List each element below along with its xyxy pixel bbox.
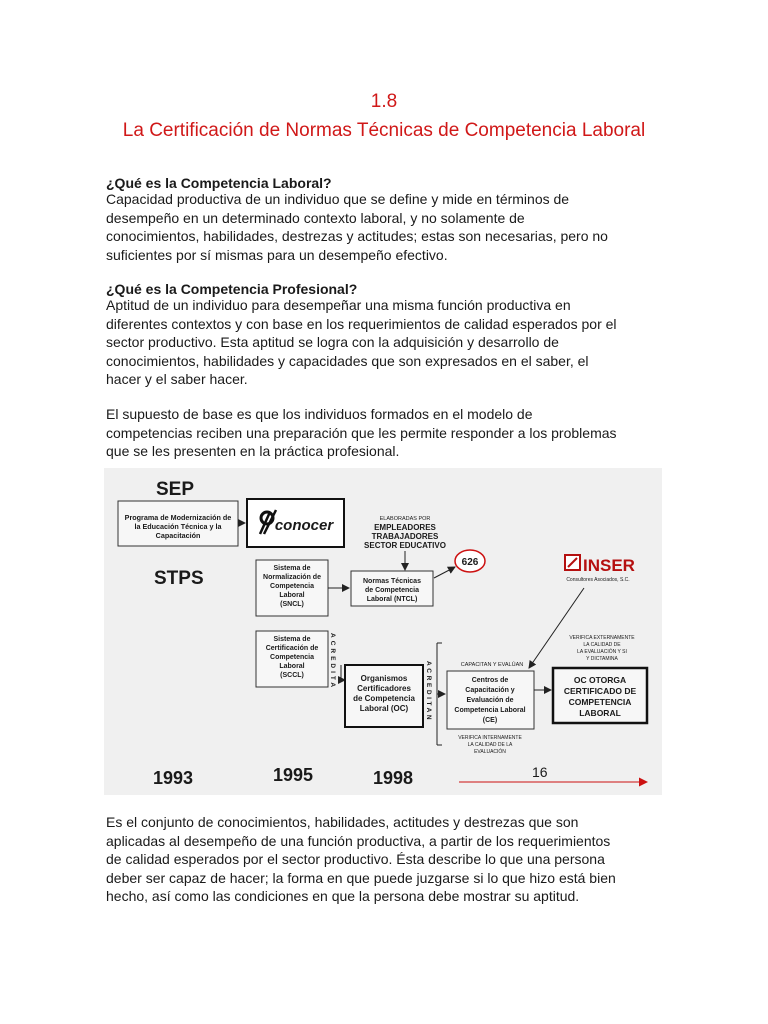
verifica-int-line: LA CALIDAD DE LA: [467, 742, 513, 748]
sncl-line: (SNCL): [280, 601, 304, 608]
paragraph-competencia-profesional: [106, 296, 671, 389]
ce-line: Evaluación de: [466, 697, 514, 704]
page-title: La Certificación de Normas Técnicas de Competencia Laboral: [122, 120, 646, 141]
conocer-logo-text: conocer: [274, 517, 334, 534]
stps-label: STPS: [154, 568, 204, 589]
text-line: aplicadas al desempeño de una función productiva, a partir de los requerimientos: [106, 832, 611, 849]
oc-otorga-line: OC OTORGA: [573, 675, 627, 685]
text-line: hacer y el saber hacer.: [106, 371, 248, 387]
ntcl-count: 626: [461, 557, 479, 568]
year-1998: 1998: [373, 768, 414, 788]
oc-line: de Competencia: [353, 694, 415, 703]
verifica-ext-line: LA CALIDAD DE: [583, 642, 621, 648]
ce-line: (CE): [482, 717, 498, 724]
sccl-line: Sistema de: [273, 636, 311, 643]
inser-logo: [565, 555, 580, 570]
ce-line: Capacitación y: [465, 687, 515, 694]
text-line: Aptitud de un individuo para desempeñar una misma función productiva en: [106, 297, 571, 313]
oc-otorga-line: COMPETENCIA: [568, 697, 632, 707]
sncl-line: Competencia: [270, 583, 314, 590]
verifica-int-line: EVALUACIÓN: [474, 749, 506, 755]
text-line: que se les presenten en la práctica profesional.: [106, 443, 400, 459]
oc-line: Laboral (OC): [359, 704, 409, 713]
oc-line: Certificadores: [357, 684, 411, 693]
sccl-line: Competencia: [270, 654, 314, 661]
question-competencia-profesional: ¿Qué es la Competencia Profesional?: [106, 281, 358, 297]
verifica-int-line: VERIFICA INTERNAMENTE: [458, 735, 522, 741]
ntcl-line: de Competencia: [364, 587, 420, 594]
oc-otorga-line: CERTIFICADO DE: [563, 686, 637, 696]
text-line: Capacidad productiva de un individuo que se define y mide en términos de: [106, 191, 570, 207]
inser-subtitle: Consultores Asociados, S.C.: [566, 577, 630, 583]
verifica-ext-line: Y DICTAMINA: [586, 656, 618, 662]
elaboradas-item: EMPLEADORES: [374, 523, 436, 532]
inser-logo-text: INSER: [583, 556, 635, 575]
text-line: suficientes por sí mismas para un desempeño efectivo.: [106, 246, 448, 263]
programa-line: Programa de Modernización de: [124, 513, 232, 522]
sep-label: SEP: [156, 479, 195, 500]
sccl-line: Certificación de: [265, 645, 319, 652]
programa-line: la Educación Técnica y la: [134, 522, 222, 531]
year-1995: 1995: [273, 765, 314, 785]
text-line: desempeño en un determinado contexto laboral, y no solamente de: [106, 209, 525, 226]
acredita-label: ACREDITA: [329, 633, 336, 691]
sncl-line: Laboral: [279, 592, 305, 599]
verifica-ext-line: LA EVALUACIÓN Y SI: [577, 649, 627, 655]
programa-line: Capacitación: [155, 531, 201, 540]
paragraph-competencia-laboral: [106, 190, 671, 264]
certification-diagram: [104, 468, 662, 795]
oc-otorga-line: LABORAL: [579, 708, 621, 718]
text-line: sector productivo. Esta aptitud se logra con la adquisición y desarrollo de: [106, 334, 559, 350]
year-1993: 1993: [153, 768, 194, 788]
paragraph-conjunto: [106, 813, 671, 906]
oc-line: Organismos: [360, 674, 408, 683]
ce-line: Centros de: [471, 677, 509, 684]
elaboradas-item: SECTOR EDUCATIVO: [364, 541, 446, 550]
sccl-line: Laboral: [279, 663, 305, 670]
diagram-page-number: 16: [532, 764, 548, 780]
ntcl-line: Normas Técnicas: [363, 578, 421, 585]
text-line: hecho, así como las condiciones en que la persona debe mostrar su aptitud.: [106, 888, 580, 904]
elaboradas-item: TRABAJADORES: [371, 532, 439, 541]
elaboradas-por-label: ELABORADAS POR: [379, 516, 431, 522]
text-line: de calidad esperados por el sector productivo. Ésta describe lo que una persona: [106, 851, 605, 867]
verifica-ext-line: VERIFICA EXTERNAMENTE: [569, 635, 635, 641]
text-line: El supuesto de base es que los individuos formados en el modelo de: [106, 406, 533, 422]
text-line: deber ser capaz de hacer; la forma en que puede juzgarse si lo que hizo está bien: [106, 869, 616, 886]
ce-line: Competencia Laboral: [454, 707, 526, 714]
text-line: conocimientos, habilidades, destrezas y actitudes; estas son necesarias, pero no: [106, 228, 608, 244]
acreditan-label: ACREDITAN: [425, 661, 432, 723]
capacitan-label: CAPACITAN Y EVALÚAN: [460, 662, 524, 668]
text-line: Es el conjunto de conocimientos, habilidades, actitudes y destrezas que son: [106, 814, 579, 830]
section-number: 1.8: [370, 91, 398, 112]
paragraph-supuesto-base: [106, 405, 671, 461]
text-line: competencias reciben una preparación que les permite responder a los problemas: [106, 424, 617, 441]
sncl-line: Normalización de: [263, 574, 321, 581]
question-competencia-laboral: ¿Qué es la Competencia Laboral?: [106, 175, 332, 191]
sncl-line: Sistema de: [273, 565, 311, 572]
ntcl-line: Laboral (NTCL): [366, 596, 418, 603]
text-line: conocimientos, habilidades y capacidades que son expresados en el saber, el: [106, 352, 589, 369]
sccl-line: (SCCL): [280, 672, 304, 679]
text-line: diferentes contextos y con base en los requerimientos de calidad esperados por el: [106, 315, 617, 332]
